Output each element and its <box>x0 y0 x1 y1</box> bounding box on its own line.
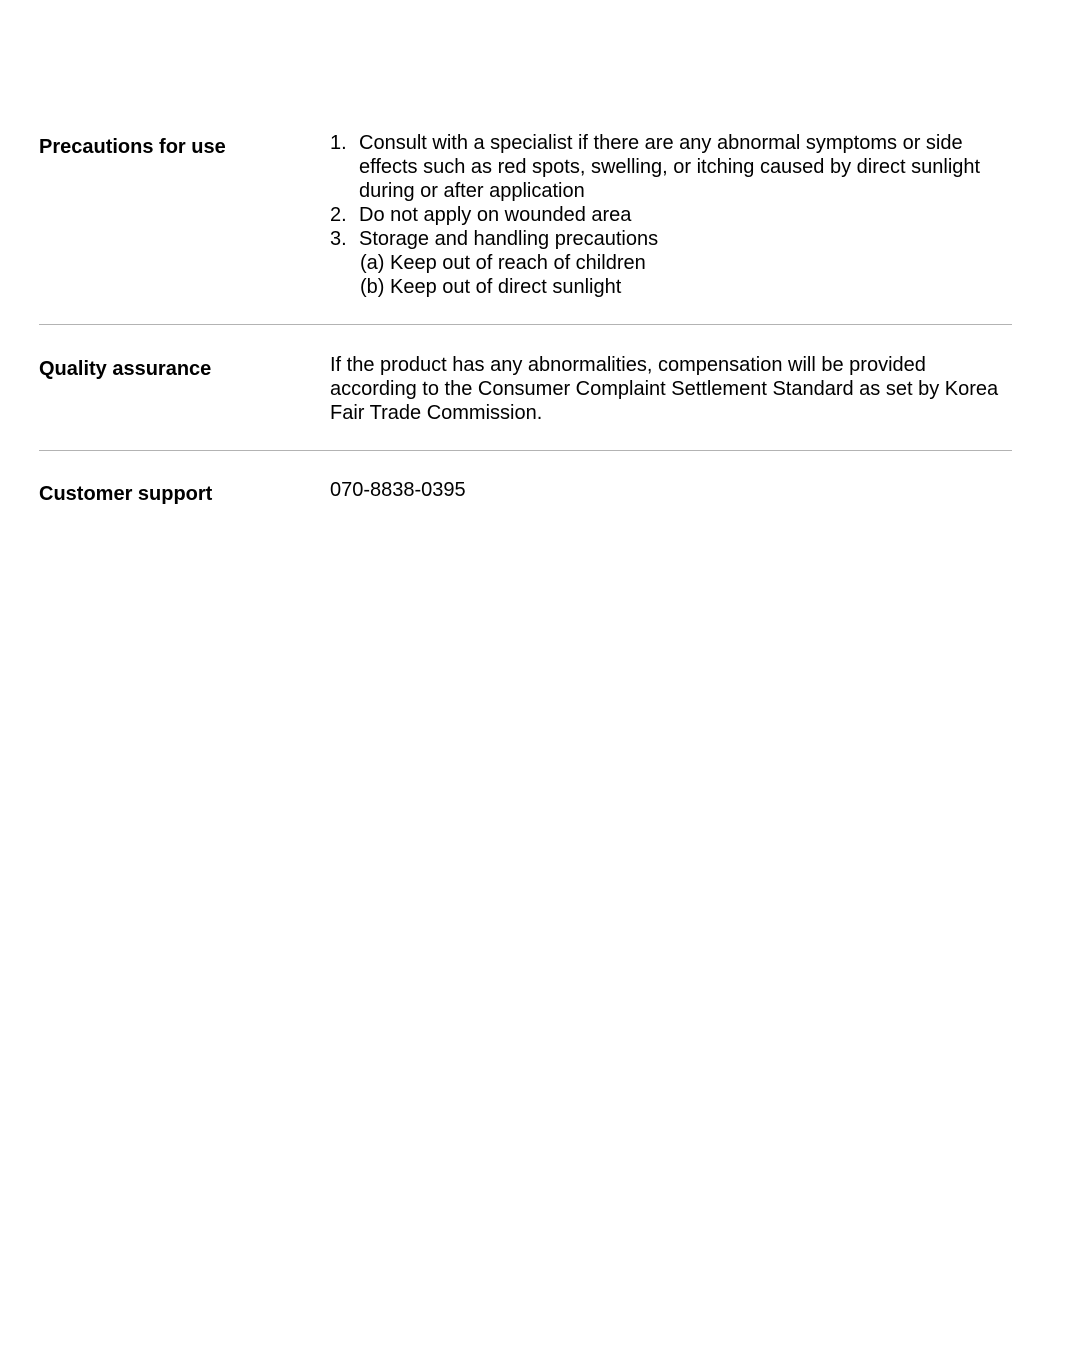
precautions-row <box>39 129 1012 324</box>
list-item <box>330 131 1012 203</box>
list-number: 3. <box>330 228 347 250</box>
precautions-label: Precautions for use <box>39 136 226 158</box>
support-label: Customer support <box>39 483 213 505</box>
list-item-line: effects such as red spots, swelling, or itching caused by direct sunlight <box>359 156 981 178</box>
quality-label: Quality assurance <box>39 358 212 380</box>
list-item-line: Do not apply on wounded area <box>359 204 632 226</box>
quality-text <box>330 353 1012 425</box>
product-info-table <box>39 129 1012 506</box>
list-item <box>330 227 1012 251</box>
list-number: 1. <box>330 132 347 154</box>
support-row <box>39 451 1012 506</box>
sub-list-item: (a) Keep out of reach of children <box>360 252 646 274</box>
list-number: 2. <box>330 204 347 226</box>
quality-text-line: Fair Trade Commission. <box>330 402 543 424</box>
sub-list-item: (b) Keep out of direct sunlight <box>360 276 622 298</box>
precautions-list <box>330 131 1012 299</box>
quality-text-line: according to the Consumer Complaint Settlement Standard as set by Korea <box>330 378 999 400</box>
list-item-line: Storage and handling precautions <box>359 228 659 250</box>
list-item-line: during or after application <box>359 180 585 202</box>
list-item-line: Consult with a specialist if there are any abnormal symptoms or side <box>359 132 963 154</box>
support-phone: 070-8838-0395 <box>330 479 466 501</box>
quality-text-line: If the product has any abnormalities, compensation will be provided <box>330 354 926 376</box>
quality-row <box>39 325 1012 450</box>
list-item <box>330 203 1012 227</box>
